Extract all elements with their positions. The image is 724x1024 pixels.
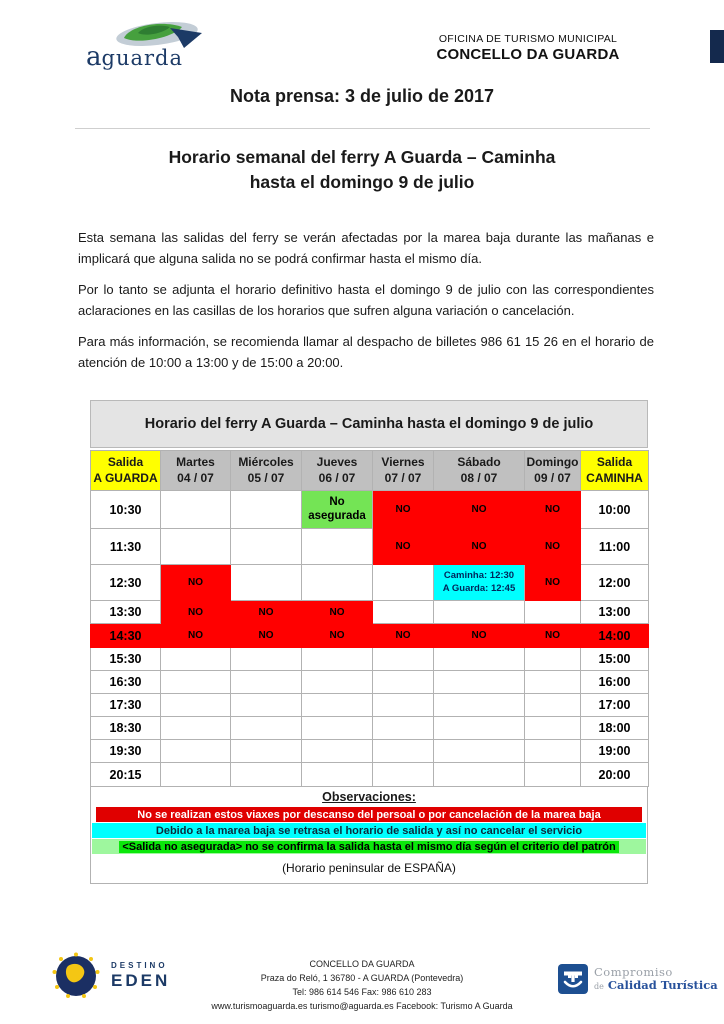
salida-aguarda-time: 18:30: [91, 717, 161, 740]
aguarda-logo: [86, 16, 236, 80]
empty-cell: [373, 671, 434, 694]
observations-section: [90, 787, 648, 884]
red-status-cell: NO: [434, 491, 525, 529]
ferry-timetable: [90, 450, 649, 787]
empty-cell: [525, 694, 581, 717]
salida-aguarda-time: 10:30: [91, 491, 161, 529]
col-header-06-07: Jueves 06 / 07: [302, 451, 373, 491]
empty-cell: [161, 717, 231, 740]
body-text: [78, 228, 654, 384]
empty-cell: [302, 740, 373, 763]
empty-cell: [231, 694, 302, 717]
salida-caminha-time: 12:00: [581, 565, 649, 601]
footer-address-line-1: CONCELLO DA GUARDA: [309, 959, 415, 969]
timetable-row-2015: [91, 763, 649, 787]
office-line1: OFICINA DE TURISMO MUNICIPAL: [438, 33, 618, 45]
timetable-row-1630: [91, 671, 649, 694]
empty-cell: [373, 740, 434, 763]
observations-title: Observaciones:: [322, 790, 416, 804]
red-status-cell: NO: [434, 529, 525, 565]
salida-aguarda-time: 20:15: [91, 763, 161, 787]
salida-caminha-time: 16:00: [581, 671, 649, 694]
quality-de: de: [594, 981, 604, 991]
footer-address-line-4: www.turismoaguarda.es turismo@aguarda.es Facebook: Turismo A Guarda: [211, 1000, 513, 1011]
salida-aguarda-time: 12:30: [91, 565, 161, 601]
quality-logo-text: [594, 966, 718, 991]
legend: [91, 807, 647, 854]
timetable-row-1530: [91, 648, 649, 671]
empty-cell: [373, 648, 434, 671]
empty-cell: [525, 601, 581, 624]
footer-address-line-2: Praza do Reló, 1 36780 - A GUARDA (Pontevedra): [260, 972, 464, 983]
footer-address: [162, 958, 562, 1014]
aguarda-logo-text: [86, 42, 183, 72]
quality-logo: [558, 964, 718, 994]
office-line2: CONCELLO DA GUARDA: [436, 46, 620, 63]
empty-cell: [161, 671, 231, 694]
salida-caminha-time: 20:00: [581, 763, 649, 787]
red-status-cell: NO: [302, 624, 373, 648]
quality-line1: Compromiso: [594, 965, 673, 980]
timetable-row-1330: [91, 601, 649, 624]
paragraph-1: Esta semana las salidas del ferry se verán afectadas por la marea baja durante las mañanas e implicará que alguna salida no se podrá confirmar hasta el mismo día.: [78, 230, 654, 266]
red-status-cell: NO: [231, 601, 302, 624]
green-status-cell: No asegurada: [302, 491, 373, 529]
empty-cell: [434, 694, 525, 717]
eden-logo: [50, 950, 170, 1002]
salida-caminha-time: 11:00: [581, 529, 649, 565]
legend-cyan-text: Debido a la marea baja se retrasa el horario de salida y así no cancelar el servicio: [155, 824, 583, 837]
salida-aguarda-time: 16:30: [91, 671, 161, 694]
empty-cell: [302, 648, 373, 671]
horizontal-rule: [75, 128, 650, 129]
col-header-a-guarda: Salida A GUARDA: [91, 451, 161, 491]
eden-destino-label: DESTINO: [111, 961, 168, 970]
empty-cell: [434, 671, 525, 694]
eden-globe-icon: [50, 950, 102, 1002]
timetable-row-1230: [91, 565, 649, 601]
calidad-turistica-icon: [558, 964, 588, 994]
red-status-cell: NO: [373, 624, 434, 648]
timetable-row-1730: [91, 694, 649, 717]
logo-word-guarda: guarda: [101, 46, 184, 70]
quality-calidad: Calidad Turística: [607, 977, 718, 992]
timezone-footnote: (Horario peninsular de ESPAÑA): [282, 861, 456, 875]
red-status-cell: NO: [161, 601, 231, 624]
empty-cell: [302, 565, 373, 601]
main-heading: [0, 145, 724, 196]
logo-letter-a: a: [86, 42, 102, 72]
red-status-cell: NO: [525, 565, 581, 601]
main-heading-line1: Horario semanal del ferry A Guarda – Caminha: [168, 147, 556, 167]
salida-aguarda-time: 17:30: [91, 694, 161, 717]
legend-green-text: <Salida no asegurada> no se confirma la salida hasta el mismo día según el criterio del patrón: [119, 841, 618, 853]
empty-cell: [231, 491, 302, 529]
red-status-cell: NO: [161, 624, 231, 648]
empty-cell: [231, 717, 302, 740]
red-status-cell: NO: [434, 624, 525, 648]
salida-caminha-time: 14:00: [581, 624, 649, 648]
empty-cell: [373, 601, 434, 624]
corner-mark-decoration: [710, 30, 724, 63]
salida-aguarda-time: 14:30: [91, 624, 161, 648]
paragraph-2: Por lo tanto se adjunta el horario definitivo hasta el domingo 9 de julio con las correspondientes aclaraciones en las casillas de los horarios que sufren alguna variación o cancelación.: [78, 282, 654, 318]
red-status-cell: NO: [525, 491, 581, 529]
red-status-cell: NO: [373, 491, 434, 529]
salida-caminha-time: 19:00: [581, 740, 649, 763]
red-status-cell: NO: [373, 529, 434, 565]
timetable-row-1830: [91, 717, 649, 740]
empty-cell: [434, 740, 525, 763]
salida-caminha-time: 17:00: [581, 694, 649, 717]
press-note-title: Nota prensa: 3 de julio de 2017: [229, 86, 495, 106]
empty-cell: [161, 694, 231, 717]
empty-cell: [434, 717, 525, 740]
quality-line2: [594, 979, 718, 992]
empty-cell: [302, 529, 373, 565]
empty-cell: [434, 648, 525, 671]
salida-aguarda-time: 11:30: [91, 529, 161, 565]
cyan-status-cell: Caminha: 12:30 A Guarda: 12:45: [434, 565, 525, 601]
legend-green: [92, 839, 646, 854]
salida-caminha-time: 10:00: [581, 491, 649, 529]
red-status-cell: NO: [525, 529, 581, 565]
timetable-row-1130: [91, 529, 649, 565]
col-header-07-07: Viernes 07 / 07: [373, 451, 434, 491]
red-status-cell: NO: [302, 601, 373, 624]
legend-cyan: [92, 823, 646, 838]
paragraph-3: Para más información, se recomienda llamar al despacho de billetes 986 61 15 26 en el horario de atención de 10:00 a 13:00 y de 15:00 a 20:00.: [78, 334, 654, 370]
empty-cell: [231, 565, 302, 601]
empty-cell: [434, 763, 525, 787]
timetable-row-1030: [91, 491, 649, 529]
salida-caminha-time: 13:00: [581, 601, 649, 624]
empty-cell: [231, 740, 302, 763]
empty-cell: [525, 717, 581, 740]
salida-caminha-time: 15:00: [581, 648, 649, 671]
salida-aguarda-time: 19:30: [91, 740, 161, 763]
timetable-header-row: [91, 451, 649, 491]
ferry-timetable-block: [90, 400, 648, 884]
legend-red-text: No se realizan estos viaxes por descanso del persoal o por cancelación de la marea baja: [137, 808, 601, 821]
empty-cell: [231, 529, 302, 565]
empty-cell: [161, 529, 231, 565]
eden-eden-label: EDEN: [111, 971, 171, 990]
timetable-title: Horario del ferry A Guarda – Caminha hasta el domingo 9 de julio: [90, 400, 648, 448]
empty-cell: [373, 694, 434, 717]
empty-cell: [161, 491, 231, 529]
timetable-row-1930: [91, 740, 649, 763]
timetable-row-1430: [91, 624, 649, 648]
empty-cell: [231, 671, 302, 694]
red-status-cell: NO: [161, 565, 231, 601]
empty-cell: [302, 763, 373, 787]
empty-cell: [302, 717, 373, 740]
empty-cell: [434, 601, 525, 624]
empty-cell: [525, 648, 581, 671]
empty-cell: [525, 763, 581, 787]
red-status-cell: NO: [231, 624, 302, 648]
col-header-04-07: Martes 04 / 07: [161, 451, 231, 491]
empty-cell: [302, 671, 373, 694]
empty-cell: [525, 740, 581, 763]
col-header-caminha: Salida CAMINHA: [581, 451, 649, 491]
col-header-09-07: Domingo 09 / 07: [525, 451, 581, 491]
empty-cell: [302, 694, 373, 717]
empty-cell: [161, 763, 231, 787]
salida-aguarda-time: 13:30: [91, 601, 161, 624]
col-header-05-07: Miércoles 05 / 07: [231, 451, 302, 491]
legend-red: [96, 807, 642, 822]
empty-cell: [525, 671, 581, 694]
footer-address-line-3: Tel: 986 614 546 Fax: 986 610 283: [292, 986, 432, 997]
empty-cell: [231, 648, 302, 671]
empty-cell: [161, 648, 231, 671]
col-header-08-07: Sábado 08 / 07: [434, 451, 525, 491]
empty-cell: [231, 763, 302, 787]
empty-cell: [373, 565, 434, 601]
main-heading-line2: hasta el domingo 9 de julio: [249, 172, 475, 193]
empty-cell: [373, 763, 434, 787]
empty-cell: [373, 717, 434, 740]
office-header: [398, 33, 658, 63]
red-status-cell: NO: [525, 624, 581, 648]
salida-caminha-time: 18:00: [581, 717, 649, 740]
empty-cell: [161, 740, 231, 763]
salida-aguarda-time: 15:30: [91, 648, 161, 671]
